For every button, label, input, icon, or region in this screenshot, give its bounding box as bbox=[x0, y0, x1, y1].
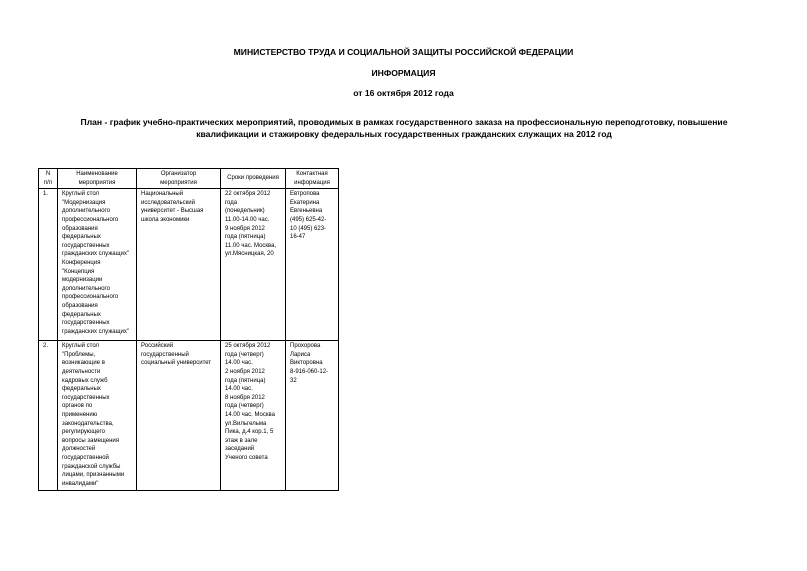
row-number: 2. bbox=[39, 341, 58, 491]
table-header-row bbox=[39, 169, 339, 189]
schedule-table bbox=[38, 168, 339, 491]
document-date: от 16 октября 2012 года bbox=[353, 88, 454, 98]
event-contact: Евтропова Екатерина Евгеньевна (495) 625-42- 10 (495) 623- 16-47 bbox=[286, 189, 339, 341]
column-header-contact: Контактная информация bbox=[286, 169, 339, 189]
table-row bbox=[39, 189, 339, 341]
event-organizer: Российский государственный социальный университет bbox=[137, 341, 221, 491]
table-row bbox=[39, 341, 339, 491]
ministry-title: МИНИСТЕРСТВО ТРУДА И СОЦИАЛЬНОЙ ЗАЩИТЫ РОССИЙСКОЙ ФЕДЕРАЦИИ bbox=[233, 47, 574, 57]
event-name: Круглый стол "Модернизация дополнительного профессионального образования федеральных государственных гражданских служащих" Конференция "Концепция модернизации дополнительного профессионального образования федеральных государственных гражданских служащих" bbox=[58, 189, 137, 341]
row-number: 1. bbox=[39, 189, 58, 341]
column-header-dates: Сроки проведения bbox=[221, 169, 286, 189]
event-name: Круглый стол "Проблемы, возникающие в деятельности кадровых служб федеральных государственных органов по применению законодательства, регулирующего вопросы замещения должностей государственной гражданской службы лицами, признанными инвалидами" bbox=[58, 341, 137, 491]
event-contact: Прохорова Лариса Викторовна 8-916-060-12- 32 bbox=[286, 341, 339, 491]
event-dates: 25 октября 2012 года (четверг) 14.00 час. 2 ноября 2012 года (пятница) 14.00 час. 8 ноября 2012 года (четверг) 14.00 час. Москва ул.Вильгельма Пика, д.4 кор.1, 5 этаж в зале заседаний Ученого совета bbox=[221, 341, 286, 491]
event-organizer: Национальный исследовательский университет - Высшая школа экономики bbox=[137, 189, 221, 341]
plan-title: План - график учебно-практических мероприятий, проводимых в рамках государственного заказа на профессиональную переподготовку, повышение квалификации и стажировку федеральных государственных гражданских служащих на 2012 год bbox=[80, 117, 728, 139]
column-header-number: N п/п bbox=[39, 169, 58, 189]
column-header-organizer: Организатор мероприятия bbox=[137, 169, 221, 189]
document-type: ИНФОРМАЦИЯ bbox=[371, 68, 436, 78]
column-header-name: Наименование мероприятия bbox=[58, 169, 137, 189]
event-dates: 22 октября 2012 года (понедельник) 11.00-14.00 час. 9 ноября 2012 года (пятница) 11.00 час. Москва, ул.Мясницкая, 20 bbox=[221, 189, 286, 341]
